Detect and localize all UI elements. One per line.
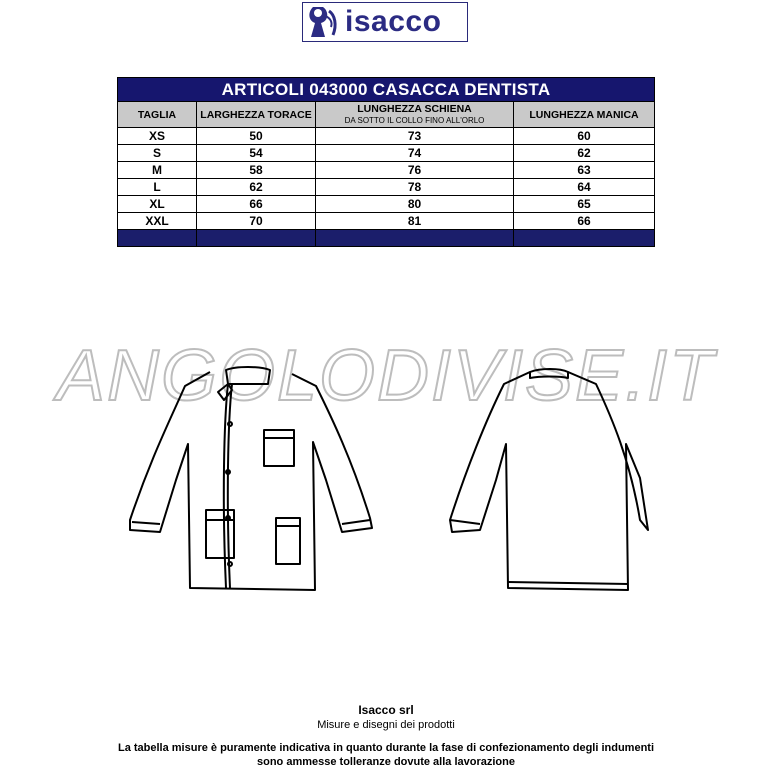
cell-sleeve: 60 bbox=[514, 128, 655, 145]
cell-sleeve: 62 bbox=[514, 145, 655, 162]
footer-subtitle: Misure e disegni dei prodotti bbox=[317, 719, 455, 731]
cell-size: S bbox=[118, 145, 197, 162]
cell-sleeve: 66 bbox=[514, 213, 655, 230]
cell-size: L bbox=[118, 179, 197, 196]
cell-back: 81 bbox=[316, 213, 514, 230]
cell-back: 78 bbox=[316, 179, 514, 196]
table-row bbox=[118, 145, 655, 162]
cell-back: 74 bbox=[316, 145, 514, 162]
cell-chest: 70 bbox=[197, 213, 316, 230]
garment-illustration bbox=[120, 360, 660, 600]
header-back-label: LUNGHEZZA SCHIENA bbox=[357, 102, 472, 115]
size-table bbox=[117, 77, 655, 247]
cell-size: XL bbox=[118, 196, 197, 213]
watermark-text: ANGOLODIVISE.IT bbox=[56, 336, 716, 416]
disclaimer-line-2: sono ammesse tolleranze dovute alla lavorazione bbox=[257, 756, 515, 768]
table-row bbox=[118, 128, 655, 145]
table-title: ARTICOLI 043000 CASACCA DENTISTA bbox=[118, 78, 655, 102]
cell-size: M bbox=[118, 162, 197, 179]
cell-sleeve: 65 bbox=[514, 196, 655, 213]
cell-back: 80 bbox=[316, 196, 514, 213]
table-row bbox=[118, 162, 655, 179]
cell-chest: 50 bbox=[197, 128, 316, 145]
cell-back: 73 bbox=[316, 128, 514, 145]
cell-chest: 58 bbox=[197, 162, 316, 179]
cell-sleeve: 64 bbox=[514, 179, 655, 196]
table-footer-band bbox=[118, 230, 655, 247]
table-row bbox=[118, 196, 655, 213]
header-size: TAGLIA bbox=[118, 102, 197, 128]
table-row bbox=[118, 179, 655, 196]
brand-logo bbox=[302, 2, 468, 42]
header-back-note: DA SOTTO IL COLLO FINO ALL'ORLO bbox=[344, 115, 485, 125]
header-chest: LARGHEZZA TORACE bbox=[197, 102, 316, 128]
logo-figure-icon bbox=[303, 3, 343, 41]
header-back bbox=[316, 102, 514, 128]
cell-size: XXL bbox=[118, 213, 197, 230]
cell-sleeve: 63 bbox=[514, 162, 655, 179]
disclaimer bbox=[0, 741, 772, 769]
cell-back: 76 bbox=[316, 162, 514, 179]
jacket-front-drawing bbox=[130, 367, 372, 590]
cell-chest: 54 bbox=[197, 145, 316, 162]
table-row bbox=[118, 213, 655, 230]
company-name: Isacco srl bbox=[358, 703, 414, 717]
header-sleeve: LUNGHEZZA MANICA bbox=[514, 102, 655, 128]
cell-chest: 62 bbox=[197, 179, 316, 196]
jacket-back-drawing bbox=[450, 369, 648, 590]
cell-size: XS bbox=[118, 128, 197, 145]
cell-chest: 66 bbox=[197, 196, 316, 213]
disclaimer-line-1: La tabella misure è puramente indicativa in quanto durante la fase di confezionamento degli indumenti bbox=[117, 742, 655, 754]
brand-name: isacco bbox=[345, 5, 442, 38]
